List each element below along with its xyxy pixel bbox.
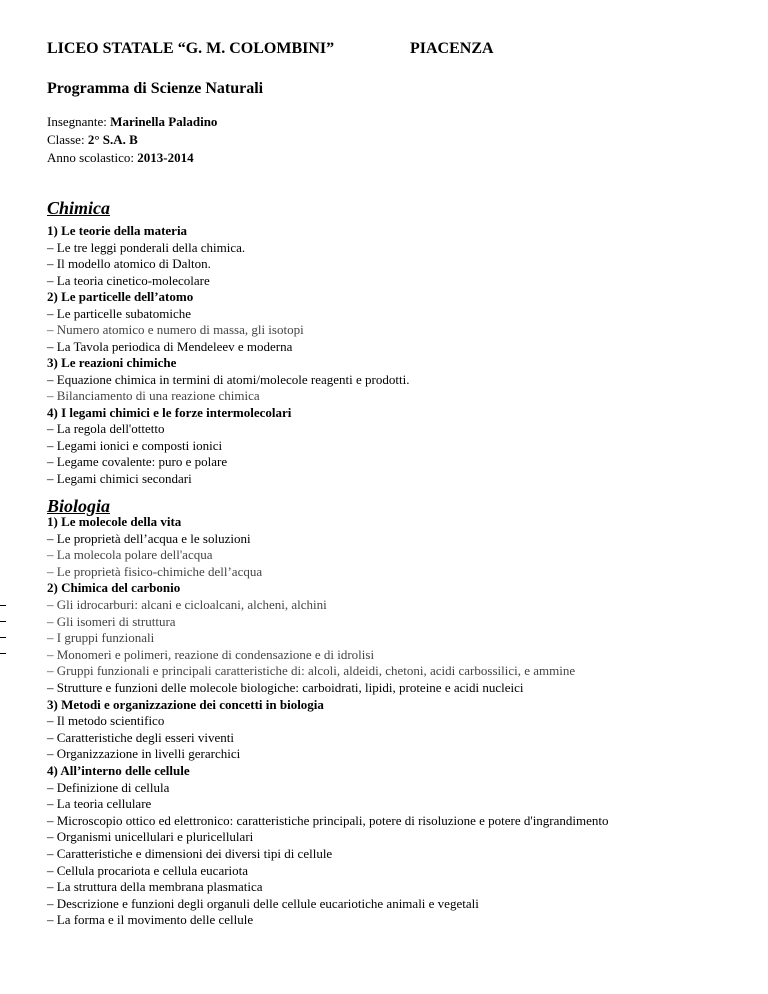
- chimica-list-item: – Numero atomico e numero di massa, gli isotopi: [47, 322, 304, 337]
- biologia-list-item: – Organismi unicellulari e pluricellulari: [47, 829, 254, 845]
- margin-dash: [0, 605, 6, 606]
- margin-dash: [0, 637, 6, 638]
- biologia-list-item: – Le proprietà fisico-chimiche dell’acqua: [47, 563, 263, 579]
- chimica-list-item: – Il modello atomico di Dalton.: [47, 256, 211, 271]
- teacher-label: Insegnante:: [47, 114, 111, 129]
- chimica-topic-heading: 2) Le particelle dell’atomo: [47, 289, 194, 304]
- chimica-list-item: – Le tre leggi ponderali della chimica.: [47, 239, 246, 255]
- city-name: PIACENZA: [410, 40, 494, 57]
- biologia-topic-heading: 1) Le molecole della vita: [47, 514, 182, 529]
- chimica-topic-heading: 3) Le reazioni chimiche: [47, 355, 177, 370]
- chimica-list-item: – La Tavola periodica di Mendeleev e moderna: [47, 338, 293, 354]
- teacher-line: [47, 114, 217, 130]
- class-label: Classe:: [47, 132, 88, 147]
- biologia-list-item: – La molecola polare dell'acqua: [47, 547, 213, 563]
- biologia-list-item: – La struttura della membrana plasmatica: [47, 879, 263, 895]
- chimica-list-item: – La teoria cinetico-molecolare: [47, 272, 210, 288]
- chimica-list-item: – Bilanciamento di una reazione chimica: [47, 388, 260, 403]
- biologia-topic-heading: 4) All’interno delle cellule: [47, 763, 190, 778]
- biologia-list-item: – Descrizione e funzioni degli organuli delle cellule eucariotiche animali e vegetali: [47, 895, 479, 911]
- chimica-list-item: – Legame covalente: puro e polare: [47, 454, 228, 469]
- biologia-list-item: – Caratteristiche e dimensioni dei diversi tipi di cellule: [47, 846, 333, 861]
- chimica-list-item: – Legami chimici secondari: [47, 470, 192, 486]
- biologia-topic-heading: 2) Chimica del carbonio: [47, 580, 181, 596]
- class-line: [47, 132, 138, 148]
- chimica-topic-heading: 1) Le teorie della materia: [47, 223, 188, 238]
- biologia-list-item: – Microscopio ottico ed elettronico: caratteristiche principali, potere di risoluzione e potere d'ingrandimento: [47, 812, 609, 828]
- chimica-heading: Chimica: [47, 198, 111, 218]
- biologia-list-item: – La forma e il movimento delle cellule: [47, 912, 254, 928]
- biologia-list-item: – Gli isomeri di struttura: [47, 613, 176, 629]
- biologia-list-item: – Le proprietà dell’acqua e le soluzioni: [47, 530, 251, 546]
- biologia-list-item: – Gruppi funzionali e principali caratteristiche di: alcoli, aldeidi, chetoni, acidi carbossilici, e ammine: [47, 663, 576, 679]
- year-value: 2013-2014: [137, 150, 194, 165]
- biologia-list-item: – La teoria cellulare: [47, 796, 152, 812]
- biologia-list-item: – I gruppi funzionali: [47, 630, 155, 646]
- biologia-list-item: – Organizzazione in livelli gerarchici: [47, 746, 241, 762]
- biologia-list-item: – Cellula procariota e cellula eucariota: [47, 862, 249, 878]
- class-value: 2° S.A. B: [87, 132, 138, 147]
- margin-dash: [0, 621, 6, 622]
- biologia-list-item: – Monomeri e polimeri, reazione di condensazione e di idrolisi: [47, 646, 375, 662]
- biologia-topic-heading: 3) Metodi e organizzazione dei concetti in biologia: [47, 696, 324, 712]
- chimica-topic-heading: 4) I legami chimici e le forze intermolecolari: [47, 404, 292, 420]
- biologia-list-item: – Gli idrocarburi: alcani e cicloalcani, alcheni, alchini: [47, 597, 327, 612]
- margin-dash: [0, 653, 6, 654]
- chimica-list-item: – Le particelle subatomiche: [47, 305, 192, 321]
- year-label: Anno scolastico:: [47, 150, 138, 165]
- chimica-list-item: – Equazione chimica in termini di atomi/molecole reagenti e prodotti.: [47, 371, 410, 387]
- biologia-list-item: – Definizione di cellula: [47, 779, 170, 795]
- biologia-list-item: – Caratteristiche degli esseri viventi: [47, 729, 234, 745]
- teacher-name: Marinella Paladino: [110, 114, 218, 129]
- year-line: [47, 150, 194, 166]
- chimica-list-item: – Legami ionici e composti ionici: [47, 437, 223, 453]
- chimica-list-item: – La regola dell'ottetto: [47, 421, 165, 436]
- program-title: Programma di Scienze Naturali: [47, 80, 264, 97]
- biologia-list-item: – Strutture e funzioni delle molecole biologiche: carboidrati, lipidi, proteine e acidi nucleici: [47, 680, 524, 695]
- biologia-list-item: – Il metodo scientifico: [47, 713, 165, 729]
- school-name: LICEO STATALE “G. M. COLOMBINI”: [47, 40, 335, 57]
- biologia-heading: Biologia: [47, 496, 111, 516]
